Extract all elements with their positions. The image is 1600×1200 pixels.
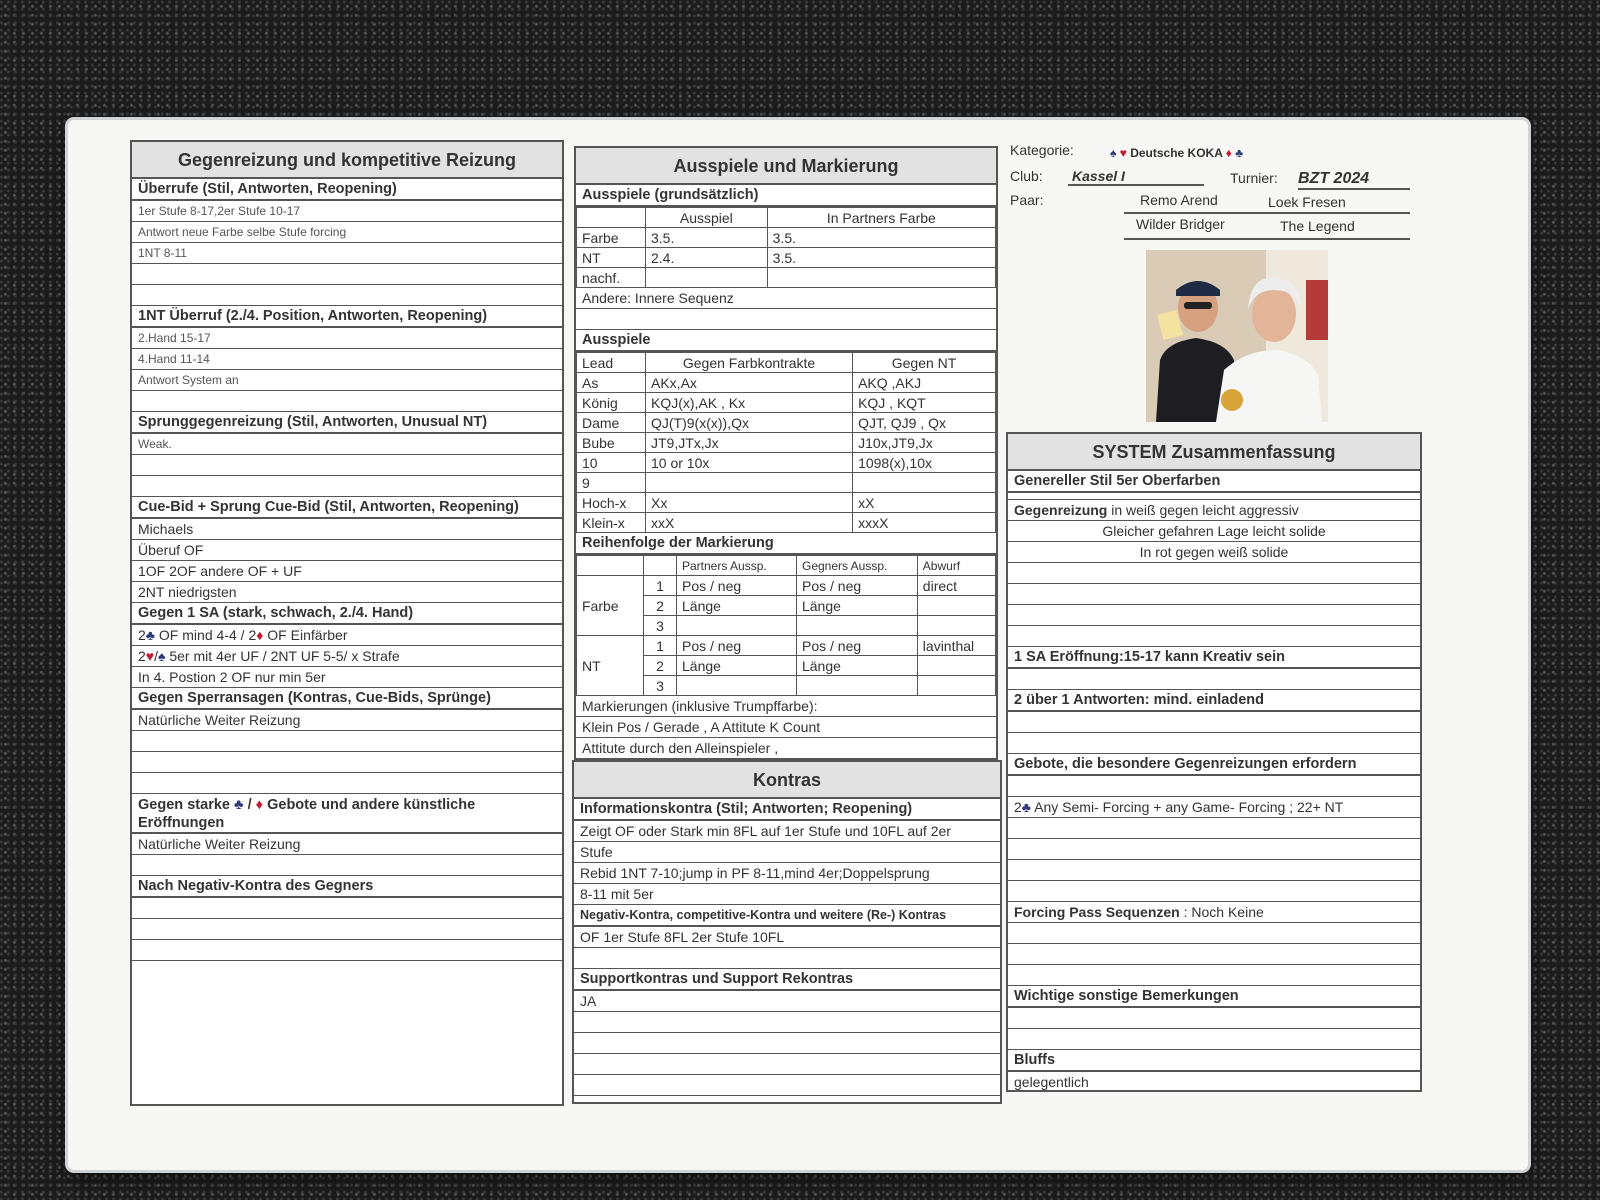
competitive-line (132, 773, 562, 794)
summary-heading-label: Gegenreizung (1014, 502, 1108, 518)
signals-cell: Länge (796, 596, 917, 616)
signals-header-cell: Abwurf (917, 556, 995, 576)
leads-cell: Gegen Farbkontrakte (646, 353, 853, 373)
competitive-line: 2.Hand 15-17 (132, 328, 562, 349)
signals-cell: direct (917, 576, 995, 596)
signals-cell (917, 616, 995, 636)
competitive-line: Überuf OF (132, 540, 562, 561)
spacer-row (576, 309, 996, 330)
club-value: Kassel I (1068, 168, 1204, 186)
signals-row (577, 636, 996, 656)
competitive-line: Antwort System an (132, 370, 562, 391)
competitive-heading: Cue-Bid + Sprung Cue-Bid (Stil, Antworten, Reopening) (132, 497, 562, 519)
other-leads-note: Andere: Innere Sequenz (576, 288, 996, 309)
summary-line: In rot gegen weiß solide (1008, 542, 1420, 563)
signals-cell: lavinthal (917, 636, 995, 656)
leads-cell: Hoch-x (577, 493, 646, 513)
card-header (1010, 140, 1430, 250)
leads-cell: Dame (577, 413, 646, 433)
signals-cell (796, 616, 917, 636)
doubles-line (574, 1033, 1000, 1054)
signals-table (576, 555, 996, 696)
signals-header-cell (577, 556, 644, 576)
leads-cell: JT9,JTx,Jx (646, 433, 853, 453)
leads-cell: KQJ(x),AK , Kx (646, 393, 853, 413)
club-icon: ♣ (1021, 799, 1031, 815)
signals-cell: Länge (677, 596, 797, 616)
summary-line (1008, 839, 1420, 860)
basic-leads-row (577, 268, 996, 288)
summary-line: Gleicher gefahren Lage leicht solide (1008, 521, 1420, 542)
competitive-line (132, 731, 562, 752)
competitive-heading: Sprunggegenreizung (Stil, Antworten, Unusual NT) (132, 412, 562, 434)
competitive-heading: Überrufe (Stil, Antworten, Reopening) (132, 179, 562, 201)
leads-cell: AKQ ,AKJ (853, 373, 996, 393)
player-2: Loek Fresen (1268, 194, 1346, 210)
competitive-line: 2♣ OF mind 4-4 / 2♦ OF Einfärber (132, 625, 562, 646)
leads-table (576, 352, 996, 533)
signals-cell: Pos / neg (677, 576, 797, 596)
basic-leads-row (577, 248, 996, 268)
leads-cell: Klein-x (577, 513, 646, 533)
basic-leads-cell: In Partners Farbe (767, 208, 995, 228)
pair-photo-image (1146, 250, 1328, 422)
doubles-line: JA (574, 991, 1000, 1012)
competitive-bidding-section (130, 140, 564, 1106)
competitive-line (132, 455, 562, 476)
summary-line (1008, 605, 1420, 626)
diamond-icon: ♦ (255, 797, 264, 813)
signals-cell (917, 596, 995, 616)
summary-line: Gegenreizung in weiß gegen leicht aggressiv (1008, 500, 1420, 521)
summary-line: Forcing Pass Sequenzen : Noch Keine (1008, 902, 1420, 923)
signals-header-cell: Gegners Aussp. (796, 556, 917, 576)
signal-note-line: Attitute durch den Alleinspieler , (576, 738, 996, 759)
signals-group-label: Farbe (577, 576, 644, 636)
signals-cell (917, 676, 995, 696)
signal-note-line: Klein Pos / Gerade , A Attitute K Count (576, 717, 996, 738)
summary-heading-label: Forcing Pass Sequenzen (1014, 904, 1180, 920)
competitive-heading: Nach Negativ-Kontra des Gegners (132, 876, 562, 898)
signals-cell: 2 (644, 656, 677, 676)
doubles-title: Kontras (574, 762, 1000, 799)
pair-line-2 (1124, 238, 1410, 240)
signals-cell (917, 656, 995, 676)
doubles-heading: Informationskontra (Stil; Antworten; Reopening) (574, 799, 1000, 821)
competitive-line (132, 855, 562, 876)
basic-leads-cell: 3.5. (646, 228, 768, 248)
signals-cell (796, 676, 917, 696)
leads-cell: QJT, QJ9 , Qx (853, 413, 996, 433)
signals-header-cell: Partners Aussp. (677, 556, 797, 576)
doubles-section (572, 760, 1002, 1104)
summary-line (1008, 818, 1420, 839)
category-value-wrap (1110, 146, 1243, 160)
doubles-line (574, 1075, 1000, 1096)
doubles-heading: Negativ-Kontra, competitive-Kontra und weitere (Re-) Kontras (574, 905, 1000, 927)
signals-cell: Pos / neg (796, 636, 917, 656)
summary-line (1008, 626, 1420, 647)
basic-leads-heading: Ausspiele (grundsätzlich) (576, 185, 996, 207)
leads-cell: 9 (577, 473, 646, 493)
player-1: Remo Arend (1140, 192, 1218, 208)
summary-line (1008, 733, 1420, 754)
doubles-line: Rebid 1NT 7-10;jump in PF 8-11,mind 4er;Doppelsprung (574, 863, 1000, 884)
player-3: Wilder Bridger (1136, 216, 1225, 232)
signals-header-row (577, 556, 996, 576)
leads-cell (853, 473, 996, 493)
summary-heading: Gebote, die besondere Gegenreizungen erfordern (1008, 754, 1420, 776)
competitive-bidding-rows (132, 179, 562, 961)
leads-cell: 1098(x),10x (853, 453, 996, 473)
pair-photo (1146, 250, 1328, 422)
signals-cell: Pos / neg (677, 636, 797, 656)
competitive-line: Michaels (132, 519, 562, 540)
competitive-line: 1NT 8-11 (132, 243, 562, 264)
doubles-line (574, 1054, 1000, 1075)
signals-cell: 3 (644, 616, 677, 636)
competitive-line (132, 264, 562, 285)
club-icon: ♣ (145, 627, 155, 643)
signals-group-label: NT (577, 636, 644, 696)
doubles-line: OF 1er Stufe 8FL 2er Stufe 10FL (574, 927, 1000, 948)
basic-leads-cell: 3.5. (767, 228, 995, 248)
basic-leads-row (577, 228, 996, 248)
leads-row (577, 493, 996, 513)
doubles-line (574, 1012, 1000, 1033)
leads-cell: Lead (577, 353, 646, 373)
leads-cell: AKx,Ax (646, 373, 853, 393)
competitive-line: In 4. Postion 2 OF nur min 5er (132, 667, 562, 688)
pair-label: Paar: (1010, 192, 1044, 208)
basic-leads-cell: NT (577, 248, 646, 268)
summary-line (1008, 965, 1420, 986)
leads-cell (646, 473, 853, 493)
leads-cell: KQJ , KQT (853, 393, 996, 413)
summary-heading: Bluffs (1008, 1050, 1420, 1072)
club-label: Club: (1010, 168, 1043, 184)
competitive-line (132, 285, 562, 306)
summary-line (1008, 776, 1420, 797)
summary-heading: 2 über 1 Antworten: mind. einladend (1008, 690, 1420, 712)
leads-cell: xxX (646, 513, 853, 533)
heart-icon: ♥ (145, 648, 155, 664)
competitive-heading: Gegen Sperransagen (Kontras, Cue-Bids, Sprünge) (132, 688, 562, 710)
category-label: Kategorie: (1010, 142, 1074, 158)
summary-line: 2♣ Any Semi- Forcing + any Game- Forcing ; 22+ NT (1008, 797, 1420, 818)
competitive-heading: 1NT Überruf (2./4. Position, Antworten, Reopening) (132, 306, 562, 328)
competitive-line: 1OF 2OF andere OF + UF (132, 561, 562, 582)
spade-icon: ♠ (1110, 146, 1117, 160)
leads-cell: J10x,JT9,Jx (853, 433, 996, 453)
signals-header-cell (644, 556, 677, 576)
basic-leads-cell: nachf. (577, 268, 646, 288)
competitive-line (132, 752, 562, 773)
summary-heading: Wichtige sonstige Bemerkungen (1008, 986, 1420, 1008)
signals-cell (677, 676, 797, 696)
summary-heading: 1 SA Eröffnung:15-17 kann Kreativ sein (1008, 647, 1420, 669)
summary-line (1008, 923, 1420, 944)
competitive-line (132, 919, 562, 940)
signal-note-line: Markierungen (inklusive Trumpffarbe): (576, 696, 996, 717)
summary-line (1008, 563, 1420, 584)
diamond-icon: ♦ (256, 627, 264, 643)
doubles-line: Stufe (574, 842, 1000, 863)
doubles-line: Zeigt OF oder Stark min 8FL auf 1er Stufe und 10FL auf 2er (574, 821, 1000, 842)
signals-cell: Länge (677, 656, 797, 676)
summary-line (1008, 669, 1420, 690)
signals-cell: 1 (644, 636, 677, 656)
competitive-line (132, 940, 562, 961)
system-summary-section (1006, 432, 1422, 1092)
basic-leads-cell (577, 208, 646, 228)
diamond-icon: ♦ (1225, 146, 1232, 160)
club-icon: ♣ (1235, 146, 1244, 160)
heart-icon: ♥ (1119, 146, 1127, 160)
basic-leads-cell: Farbe (577, 228, 646, 248)
club-icon: ♣ (234, 797, 244, 813)
leads-cell: 10 (577, 453, 646, 473)
competitive-line (132, 391, 562, 412)
signals-cell: Pos / neg (796, 576, 917, 596)
competitive-line (132, 476, 562, 497)
competitive-line: 4.Hand 11-14 (132, 349, 562, 370)
leads-signals-section (574, 146, 998, 760)
leads-row (577, 433, 996, 453)
signal-notes (576, 696, 996, 759)
leads-cell: 10 or 10x (646, 453, 853, 473)
signals-cell: Länge (796, 656, 917, 676)
basic-leads-cell: 2.4. (646, 248, 768, 268)
summary-line (1008, 493, 1420, 500)
leads-row (577, 473, 996, 493)
signals-cell: 1 (644, 576, 677, 596)
doubles-line (574, 948, 1000, 969)
summary-line (1008, 584, 1420, 605)
leads-heading: Ausspiele (576, 330, 996, 352)
leads-cell: Gegen NT (853, 353, 996, 373)
leads-cell: Bube (577, 433, 646, 453)
summary-line (1008, 881, 1420, 902)
summary-line (1008, 712, 1420, 733)
summary-line (1008, 860, 1420, 881)
leads-cell: König (577, 393, 646, 413)
spade-icon: ♠ (158, 648, 166, 664)
summary-line (1008, 1029, 1420, 1050)
competitive-line (132, 898, 562, 919)
competitive-line: 2♥/♠ 5er mit 4er UF / 2NT UF 5-5/ x Strafe (132, 646, 562, 667)
leads-cell: QJ(T)9(x(x)),Qx (646, 413, 853, 433)
system-summary-title: SYSTEM Zusammenfassung (1008, 434, 1420, 471)
basic-leads-header-row (577, 208, 996, 228)
basic-leads-cell: 3.5. (767, 248, 995, 268)
competitive-line: Antwort neue Farbe selbe Stufe forcing (132, 222, 562, 243)
competitive-heading: Gegen 1 SA (stark, schwach, 2./4. Hand) (132, 603, 562, 625)
leads-row (577, 373, 996, 393)
leads-cell: As (577, 373, 646, 393)
category-value: Deutsche KOKA (1130, 146, 1223, 160)
tournament-label: Turnier: (1230, 170, 1278, 186)
leads-cell: xX (853, 493, 996, 513)
competitive-line: 1er Stufe 8-17,2er Stufe 10-17 (132, 201, 562, 222)
doubles-rows (574, 799, 1000, 1096)
leads-row (577, 393, 996, 413)
signals-cell: 3 (644, 676, 677, 696)
summary-line: gelegentlich (1008, 1072, 1420, 1092)
doubles-heading: Supportkontras und Support Rekontras (574, 969, 1000, 991)
doubles-line: 8-11 mit 5er (574, 884, 1000, 905)
player-4: The Legend (1280, 218, 1355, 234)
pair-line-1 (1124, 212, 1410, 214)
leads-row (577, 513, 996, 533)
signals-order-heading: Reihenfolge der Markierung (576, 533, 996, 555)
tournament-value: BZT 2024 (1298, 170, 1410, 190)
leads-row (577, 413, 996, 433)
signals-cell: 2 (644, 596, 677, 616)
system-summary-rows (1008, 471, 1420, 1092)
leads-cell: xxxX (853, 513, 996, 533)
competitive-line: Natürliche Weiter Reizung (132, 710, 562, 731)
competitive-line: Weak. (132, 434, 562, 455)
signals-row (577, 576, 996, 596)
competitive-heading: Gegen starke ♣ / ♦ Gebote und andere künstliche Eröffnungen (132, 794, 562, 834)
basic-leads-table (576, 207, 996, 288)
signals-cell (677, 616, 797, 636)
competitive-line: Natürliche Weiter Reizung (132, 834, 562, 855)
basic-leads-cell: Ausspiel (646, 208, 768, 228)
competitive-bidding-title: Gegenreizung und kompetitive Reizung (132, 142, 562, 179)
summary-line (1008, 1008, 1420, 1029)
leads-row (577, 453, 996, 473)
summary-line (1008, 944, 1420, 965)
basic-leads-cell (767, 268, 995, 288)
leads-cell: Xx (646, 493, 853, 513)
summary-heading: Genereller Stil 5er Oberfarben (1008, 471, 1420, 493)
leads-header-row (577, 353, 996, 373)
competitive-line: 2NT niedrigsten (132, 582, 562, 603)
leads-signals-title: Ausspiele und Markierung (576, 148, 996, 185)
basic-leads-cell (646, 268, 768, 288)
